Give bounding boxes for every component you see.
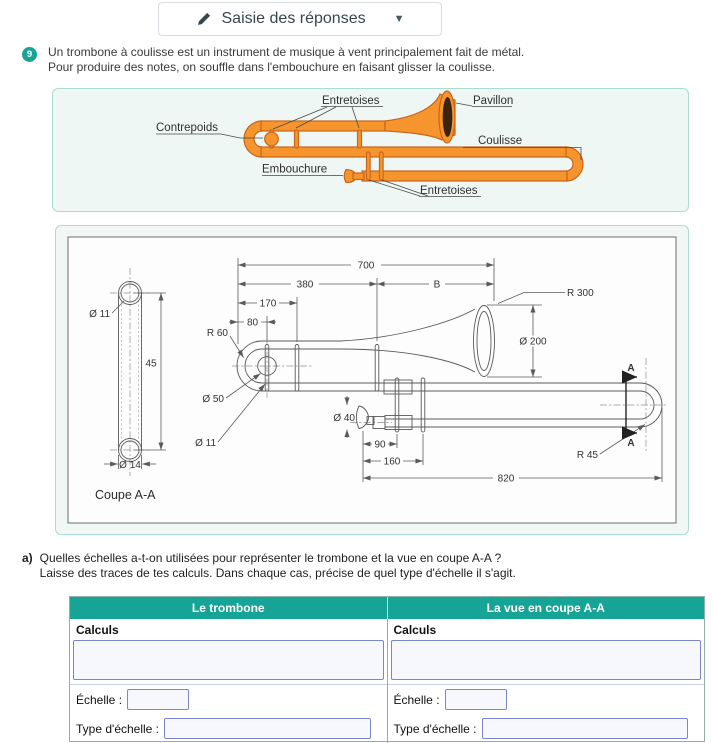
dim-dia11: Ø 11 — [195, 438, 216, 449]
calculs-label: Calculs — [76, 623, 119, 637]
coupe-dim-dia14: Ø 14 — [119, 460, 141, 471]
calculs-input-coupe[interactable] — [391, 640, 702, 680]
part-a-line2: Laisse des traces de tes calculs. Dans chaque cas, précise de quel type d'échelle il s'agit. — [39, 566, 516, 580]
pencil-icon — [196, 11, 212, 27]
dim-dia40: Ø 40 — [333, 413, 355, 424]
label-entretoises-top: Entretoises — [322, 95, 380, 107]
technical-drawing — [56, 226, 688, 534]
label-pavillon: Pavillon — [473, 95, 514, 107]
chevron-down-icon[interactable]: ▼ — [393, 13, 405, 25]
question-intro-line2: Pour produire des notes, on souffle dans l'embouchure en faisant glisser la coulisse. — [48, 60, 495, 74]
calculs-input-trombone[interactable] — [73, 640, 384, 680]
dim-R45: R 45 — [576, 450, 598, 461]
dim-dia200: Ø 200 — [519, 336, 547, 348]
dim-90: 90 — [374, 439, 386, 451]
question-intro — [48, 45, 688, 75]
coupe-caption: Coupe A-A — [95, 488, 156, 502]
brace-slide — [380, 152, 384, 180]
question-intro-line1: Un trombone à coulisse est un instrument de musique à vent principalement fait de métal. — [48, 45, 525, 59]
dim-160: 160 — [383, 456, 401, 468]
answer-mode-label: Saisie des réponses — [221, 10, 366, 27]
type-echelle-label: Type d'échelle : — [76, 721, 160, 736]
dim-R60: R 60 — [206, 328, 228, 339]
type-echelle-label: Type d'échelle : — [393, 721, 477, 736]
label-embouchure: Embouchure — [262, 163, 328, 176]
part-a-text — [40, 551, 516, 581]
label-coulisse: Coulisse — [478, 135, 523, 147]
drawing-frame — [68, 237, 676, 523]
part-a-line1: Quelles échelles a-t-on utilisées pour représenter le trombone et la vue en coupe A-A ? — [39, 551, 502, 565]
label-contrepoids: Contrepoids — [156, 122, 219, 134]
counterweight — [265, 132, 279, 146]
dim-170: 170 — [259, 298, 277, 310]
slide-bow — [566, 147, 583, 181]
coupe-dim-45: 45 — [145, 358, 157, 370]
trombone-illustration-panel — [52, 88, 689, 212]
echelle-input-coupe[interactable] — [445, 689, 507, 710]
dim-R300: R 300 — [567, 288, 594, 299]
bell-opening — [443, 97, 453, 137]
answer-mode-button[interactable] — [158, 2, 442, 36]
dim-380: 380 — [296, 279, 314, 291]
answer-table — [69, 596, 705, 742]
section-label-bottom: A — [627, 438, 635, 449]
dim-B: B — [433, 279, 441, 291]
dim-dia50: Ø 50 — [202, 394, 224, 405]
coupe-dim-dia11: Ø 11 — [89, 309, 110, 320]
technical-drawing-panel — [55, 225, 689, 535]
question-number-badge: 9 — [22, 47, 37, 62]
type-echelle-input-trombone[interactable] — [164, 718, 370, 739]
header-coupe: La vue en coupe A-A — [486, 601, 605, 615]
dim-80: 80 — [246, 317, 259, 329]
dim-700: 700 — [357, 260, 375, 272]
echelle-label: Échelle : — [76, 692, 123, 707]
column-trombone — [70, 619, 388, 743]
type-echelle-input-coupe[interactable] — [482, 718, 688, 739]
header-trombone: Le trombone — [70, 597, 388, 619]
part-a — [22, 551, 702, 581]
column-coupe — [388, 619, 705, 743]
echelle-input-trombone[interactable] — [127, 689, 189, 710]
answer-table-header — [70, 597, 704, 619]
calculs-label: Calculs — [393, 623, 437, 637]
section-label-top: A — [627, 363, 635, 374]
illustration-labels — [156, 95, 581, 197]
dim-820: 820 — [497, 473, 515, 485]
part-a-marker: a) — [22, 551, 33, 565]
trombone-illustration — [53, 89, 688, 211]
brace-top — [295, 130, 299, 148]
echelle-label: Échelle : — [393, 692, 440, 707]
label-entretoises-bottom: Entretoises — [420, 185, 478, 197]
